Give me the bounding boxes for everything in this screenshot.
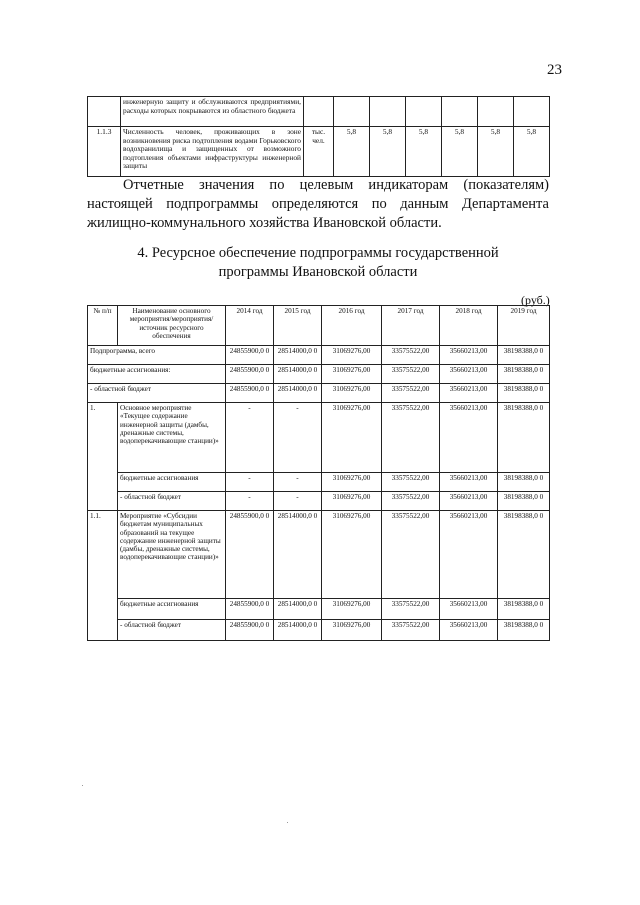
year-value: 31069276,00: [322, 492, 382, 511]
year-value: -: [274, 492, 322, 511]
indicator-num: [88, 97, 121, 127]
year-value: 24855900,0 0: [226, 620, 274, 641]
summary-row: [88, 346, 550, 365]
measure-label: бюджетные ассигнования: [118, 473, 226, 492]
resource-table: [87, 305, 550, 641]
indicator-row: [88, 127, 550, 177]
indicator-value: [406, 97, 442, 127]
unit-label: (руб.): [521, 293, 550, 307]
header-year: 2015 год: [274, 306, 322, 346]
indicator-text: Численность человек, проживающих в зоне возникновения риска подтопления водами Горьковского водохранилища и защищенных от возможного подтопления объектами инфраструктуры инженерной защиты: [121, 127, 304, 177]
year-value: 38198388,0 0: [498, 346, 550, 365]
year-value: -: [226, 492, 274, 511]
year-value: 38198388,0 0: [498, 403, 550, 473]
year-value: 24855900,0 0: [226, 365, 274, 384]
year-value: 35660213,00: [440, 384, 498, 403]
measure-row: [88, 599, 550, 620]
summary-row: [88, 384, 550, 403]
resource-table-header: [88, 306, 550, 346]
section-heading-line2: программы Ивановской области: [218, 264, 418, 280]
year-value: 31069276,00: [322, 403, 382, 473]
year-value: 38198388,0 0: [498, 599, 550, 620]
page-number: 23: [547, 62, 562, 78]
year-value: 38198388,0 0: [498, 365, 550, 384]
year-value: 35660213,00: [440, 492, 498, 511]
section-heading: [87, 244, 549, 282]
indicator-value: [370, 97, 406, 127]
year-value: 31069276,00: [322, 365, 382, 384]
measure-row: [88, 403, 550, 473]
indicator-unit: тыс. чел.: [304, 127, 334, 177]
year-value: 33575522,00: [382, 365, 440, 384]
measure-label: - областной бюджет: [118, 492, 226, 511]
header-year: 2016 год: [322, 306, 382, 346]
year-value: 35660213,00: [440, 620, 498, 641]
year-value: 28514000,0 0: [274, 384, 322, 403]
summary-label: - областной бюджет: [88, 384, 226, 403]
indicator-text: инженерную защиту и обслуживаются предприятиями, расходы которых покрываются из областного бюджета: [121, 97, 304, 127]
year-value: 33575522,00: [382, 620, 440, 641]
year-value: -: [226, 473, 274, 492]
year-value: 33575522,00: [382, 473, 440, 492]
year-value: 35660213,00: [440, 511, 498, 599]
year-value: 33575522,00: [382, 492, 440, 511]
header-year: 2017 год: [382, 306, 440, 346]
year-value: -: [226, 403, 274, 473]
indicator-value: 5,8: [334, 127, 370, 177]
measure-row: [88, 473, 550, 492]
header-num: № п/п: [88, 306, 118, 346]
year-value: 31069276,00: [322, 511, 382, 599]
indicator-row: [88, 97, 550, 127]
measure-row: [88, 511, 550, 599]
measure-label: Основное мероприятие «Текущее содержание инженерной защиты (дамбы, дренажные системы, водоперекачивающие станции)»: [118, 403, 226, 473]
measure-label: - областной бюджет: [118, 620, 226, 641]
measure-num: 1.: [88, 403, 118, 511]
header-year: 2014 год: [226, 306, 274, 346]
year-value: 35660213,00: [440, 346, 498, 365]
indicators-table: [87, 96, 550, 177]
indicator-value: 5,8: [442, 127, 478, 177]
year-value: -: [274, 403, 322, 473]
scan-speck: [287, 822, 288, 823]
indicator-value: [442, 97, 478, 127]
year-value: 35660213,00: [440, 599, 498, 620]
year-value: 24855900,0 0: [226, 511, 274, 599]
header-year: 2018 год: [440, 306, 498, 346]
summary-label: Подпрограмма, всего: [88, 346, 226, 365]
year-value: 31069276,00: [322, 473, 382, 492]
summary-label: бюджетные ассигнования:: [88, 365, 226, 384]
year-value: 33575522,00: [382, 511, 440, 599]
summary-row: [88, 365, 550, 384]
measure-label: Мероприятие «Субсидии бюджетам муниципальных образований на текущее содержание инженерной защиты (дамбы, дренажные системы, водоперекачивающие станции)»: [118, 511, 226, 599]
year-value: 35660213,00: [440, 403, 498, 473]
indicator-value: [514, 97, 550, 127]
year-value: 38198388,0 0: [498, 384, 550, 403]
year-value: 31069276,00: [322, 599, 382, 620]
year-value: 24855900,0 0: [226, 346, 274, 365]
header-name: Наименование основного мероприятия/мероприятия/ источник ресурсного обеспечения: [118, 306, 226, 346]
indicator-value: [334, 97, 370, 127]
measure-num: 1.1.: [88, 511, 118, 641]
year-value: 38198388,0 0: [498, 620, 550, 641]
year-value: 38198388,0 0: [498, 473, 550, 492]
year-value: 28514000,0 0: [274, 346, 322, 365]
year-value: 33575522,00: [382, 346, 440, 365]
year-value: 38198388,0 0: [498, 492, 550, 511]
year-value: 33575522,00: [382, 599, 440, 620]
scan-speck: [82, 785, 83, 786]
year-value: 24855900,0 0: [226, 599, 274, 620]
year-value: 31069276,00: [322, 620, 382, 641]
indicator-value: 5,8: [514, 127, 550, 177]
year-value: 28514000,0 0: [274, 599, 322, 620]
indicator-num: 1.1.3: [88, 127, 121, 177]
year-value: 35660213,00: [440, 365, 498, 384]
year-value: 33575522,00: [382, 384, 440, 403]
year-value: 35660213,00: [440, 473, 498, 492]
year-value: 38198388,0 0: [498, 511, 550, 599]
header-year: 2019 год: [498, 306, 550, 346]
indicator-value: 5,8: [370, 127, 406, 177]
indicator-value: 5,8: [478, 127, 514, 177]
measure-label: бюджетные ассигнования: [118, 599, 226, 620]
measure-row: [88, 492, 550, 511]
section-heading-line1: 4. Ресурсное обеспечение подпрограммы государственной: [137, 245, 499, 261]
indicator-value: 5,8: [406, 127, 442, 177]
year-value: 28514000,0 0: [274, 365, 322, 384]
indicator-unit: [304, 97, 334, 127]
year-value: -: [274, 473, 322, 492]
year-value: 33575522,00: [382, 403, 440, 473]
year-value: 31069276,00: [322, 384, 382, 403]
indicator-value: [478, 97, 514, 127]
year-value: 28514000,0 0: [274, 620, 322, 641]
measure-row: [88, 620, 550, 641]
year-value: 24855900,0 0: [226, 384, 274, 403]
year-value: 31069276,00: [322, 346, 382, 365]
year-value: 28514000,0 0: [274, 511, 322, 599]
report-paragraph: Отчетные значения по целевым индикаторам (показателям) настоящей подпрограммы определяются по данным Департамента жилищно-коммунального хозяйства Ивановской области.: [87, 177, 549, 231]
